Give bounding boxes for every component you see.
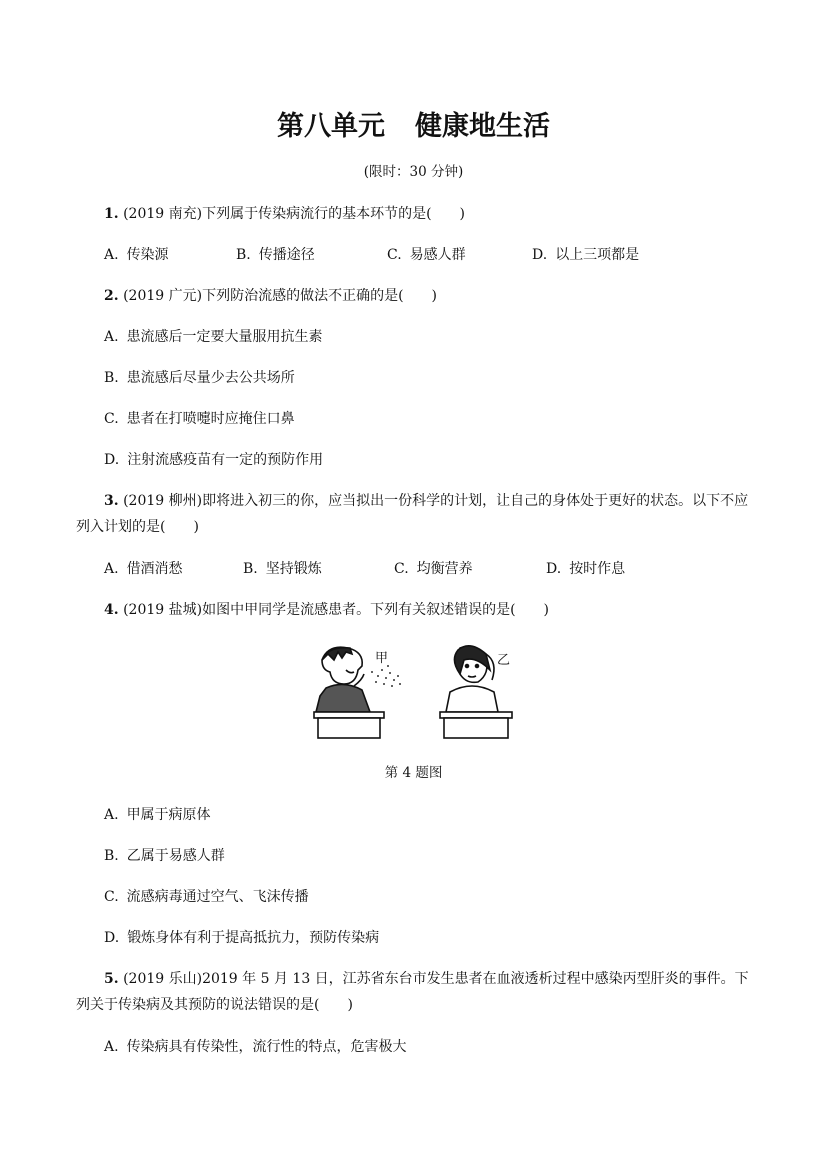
option-c bbox=[394, 560, 473, 578]
option-text: 锻炼身体有利于提高抵抗力，预防传染病 bbox=[127, 930, 380, 946]
option-text: 传播途径 bbox=[258, 247, 315, 263]
page-title bbox=[0, 110, 827, 144]
option-label: B. bbox=[243, 561, 258, 577]
label-yi: 乙 bbox=[497, 653, 511, 668]
question-1 bbox=[104, 205, 465, 223]
option-b bbox=[104, 847, 225, 865]
option-c bbox=[387, 246, 466, 264]
question-stem: (2019 乐山)2019 年 5 月 13 日，江苏省东台市发生患者在血液透析过程中感染丙型肝炎的事件。下列关于传染病及其预防的说法错误的是( ) bbox=[76, 971, 749, 1013]
option-text: 坚持锻炼 bbox=[265, 561, 322, 577]
question-3 bbox=[76, 488, 754, 540]
option-b bbox=[243, 560, 322, 578]
option-text: 乙属于易感人群 bbox=[126, 848, 225, 864]
question-5 bbox=[76, 966, 754, 1018]
option-label: C. bbox=[104, 889, 119, 905]
option-b bbox=[236, 246, 315, 264]
option-d bbox=[104, 451, 323, 469]
option-label: D. bbox=[104, 452, 120, 468]
option-text: 患流感后尽量少去公共场所 bbox=[126, 370, 295, 386]
sneeze-droplets bbox=[371, 665, 401, 687]
desk-right bbox=[440, 712, 512, 738]
option-label: D. bbox=[546, 561, 562, 577]
option-label: B. bbox=[236, 247, 251, 263]
option-text: 易感人群 bbox=[409, 247, 466, 263]
question-number: 5. bbox=[104, 971, 119, 987]
option-text: 注射流感疫苗有一定的预防作用 bbox=[127, 452, 324, 468]
option-label: A. bbox=[104, 247, 119, 263]
question-number: 1. bbox=[104, 206, 119, 222]
option-d bbox=[546, 560, 625, 578]
student-yi bbox=[446, 646, 498, 712]
option-text: 按时作息 bbox=[569, 561, 626, 577]
label-jia: 甲 bbox=[375, 651, 389, 666]
title-unit: 第八单元 bbox=[277, 111, 385, 142]
flu-illustration bbox=[300, 640, 530, 744]
question-stem: (2019 柳州)即将进入初三的你，应当拟出一份科学的计划，让自己的身体处于更好的状态。以下不应列入计划的是( ) bbox=[76, 493, 749, 535]
option-text: 患流感后一定要大量服用抗生素 bbox=[126, 329, 323, 345]
question-number: 4. bbox=[104, 602, 119, 618]
question-number: 3. bbox=[104, 493, 119, 509]
option-label: A. bbox=[104, 329, 119, 345]
option-label: B. bbox=[104, 848, 119, 864]
option-text: 患者在打喷嚏时应掩住口鼻 bbox=[126, 411, 295, 427]
option-text: 均衡营养 bbox=[416, 561, 473, 577]
option-label: A. bbox=[104, 1039, 119, 1055]
option-label: B. bbox=[104, 370, 119, 386]
option-text: 流感病毒通过空气、飞沫传播 bbox=[126, 889, 309, 905]
option-text: 甲属于病原体 bbox=[126, 807, 211, 823]
option-text: 传染源 bbox=[126, 247, 169, 263]
desk-left bbox=[314, 712, 384, 738]
option-label: D. bbox=[532, 247, 548, 263]
option-label: C. bbox=[387, 247, 402, 263]
option-a bbox=[104, 1038, 407, 1056]
title-topic: 健康地生活 bbox=[415, 111, 550, 142]
question-4 bbox=[104, 601, 549, 619]
option-a bbox=[104, 560, 183, 578]
student-jia bbox=[316, 647, 370, 712]
option-c bbox=[104, 410, 295, 428]
option-d bbox=[104, 929, 379, 947]
time-limit: (限时：30 分钟) bbox=[363, 164, 464, 180]
option-a bbox=[104, 806, 211, 824]
option-b bbox=[104, 369, 295, 387]
option-label: A. bbox=[104, 807, 119, 823]
option-text: 以上三项都是 bbox=[555, 247, 640, 263]
option-d bbox=[532, 246, 639, 264]
option-text: 借酒消愁 bbox=[126, 561, 183, 577]
option-label: D. bbox=[104, 930, 120, 946]
question-number: 2. bbox=[104, 288, 119, 304]
question-stem: (2019 南充)下列属于传染病流行的基本环节的是( ) bbox=[123, 206, 466, 222]
question-2 bbox=[104, 287, 437, 305]
option-a bbox=[104, 246, 169, 264]
question-stem: (2019 广元)下列防治流感的做法不正确的是( ) bbox=[123, 288, 438, 304]
figure-caption: 第 4 题图 bbox=[384, 765, 443, 781]
option-label: C. bbox=[104, 411, 119, 427]
option-c bbox=[104, 888, 309, 906]
option-label: C. bbox=[394, 561, 409, 577]
option-a bbox=[104, 328, 323, 346]
option-label: A. bbox=[104, 561, 119, 577]
option-text: 传染病具有传染性，流行性的特点，危害极大 bbox=[126, 1039, 407, 1055]
question-stem: (2019 盐城)如图中甲同学是流感患者。下列有关叙述错误的是( ) bbox=[123, 602, 550, 618]
